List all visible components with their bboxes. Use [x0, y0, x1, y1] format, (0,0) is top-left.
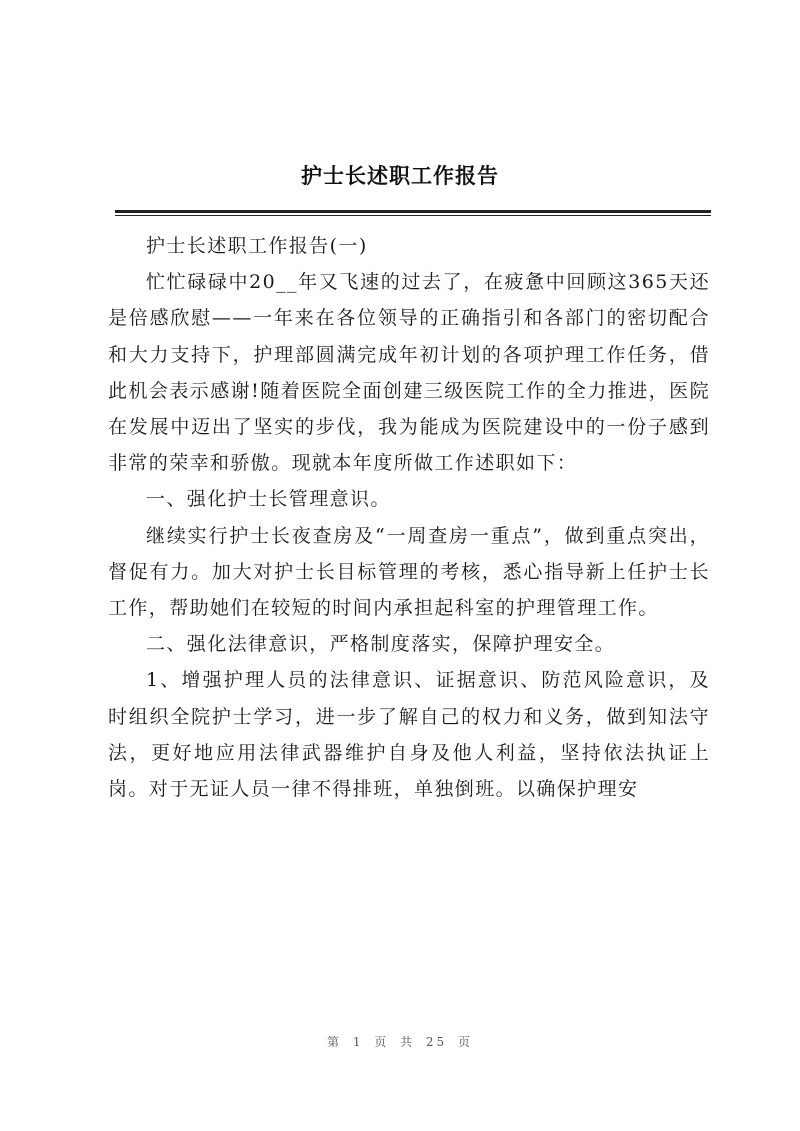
document-title: 护士长述职工作报告 — [301, 164, 499, 188]
paragraph: 继续实行护士长夜查房及“一周查房一重点”，做到重点突出，督促有力。加大对护士长目标管理的考核，悉心指导新上任护士长工作，帮助她们在较短的时间内承担起科室的护理管理工作。 — [108, 524, 710, 620]
page-footer: 第 1 页 共 25 页 — [327, 1035, 473, 1049]
section-heading: 一、强化护士长管理意识。 — [146, 488, 391, 511]
title-divider — [115, 210, 711, 213]
section-heading: 二、强化法律意识，严格制度落实，保障护理安全。 — [146, 633, 616, 656]
paragraph: 1、增强护理人员的法律意识、证据意识、防范风险意识，及时组织全院护士学习，进一步了解自己的权力和义务，做到知法守法，更好地应用法律武器维护自身及他人利益，坚持依法执证上岗。对于无证人员一律不得排班，单独倒班。以确保护理安 — [108, 669, 710, 801]
title-divider-thin — [115, 215, 711, 216]
document-body — [108, 228, 710, 807]
section-heading: 护士长述职工作报告(一) — [146, 235, 368, 257]
paragraph: 忙忙碌碌中20__年又飞速的过去了，在疲惫中回顾这365天还是倍感欣慰——一年来在各位领导的正确指引和各部门的密切配合和大力支持下，护理部圆满完成年初计划的各项护理工作任务，借此机会表示感谢!随着医院全面创建三级医院工作的全力推进，医院在发展中迈出了坚实的步伐，我为能成为医院建设中的一份子感到非常的荣幸和骄傲。现就本年度所做工作述职如下： — [108, 271, 710, 475]
